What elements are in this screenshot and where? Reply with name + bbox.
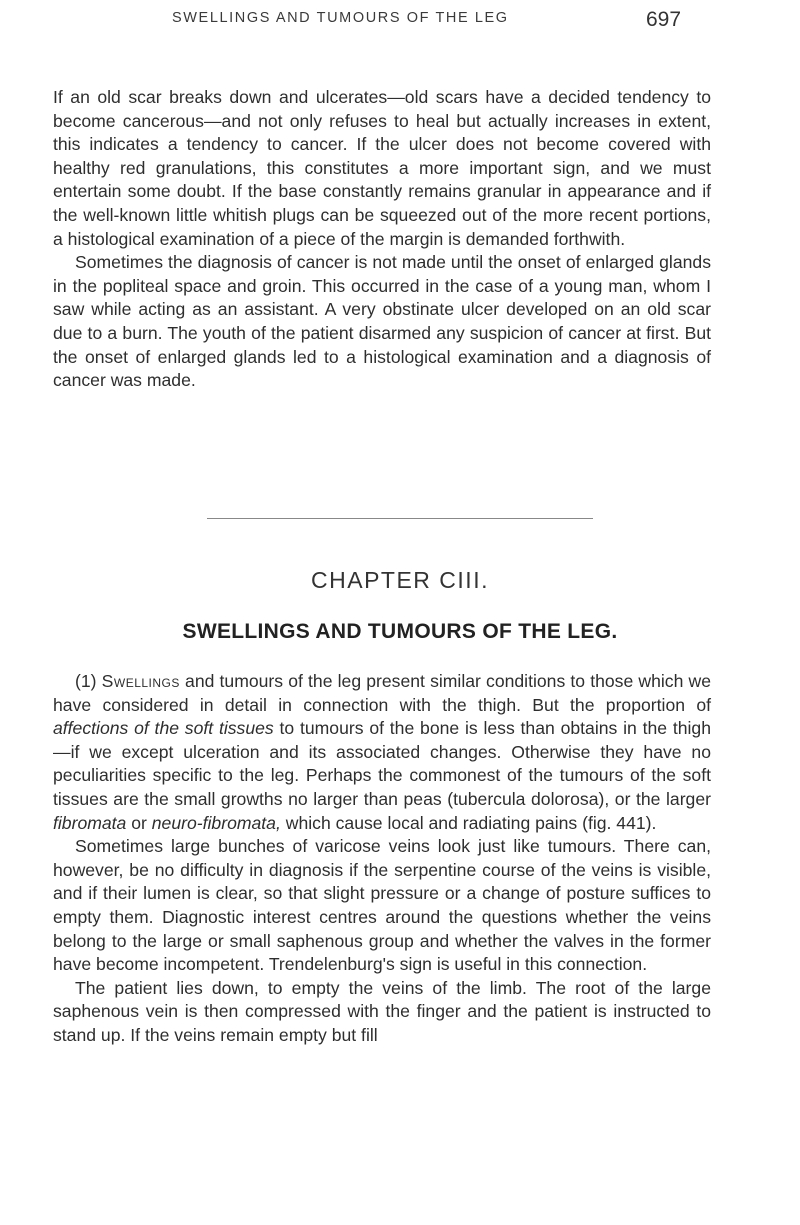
paragraph-text: or — [126, 812, 152, 833]
chapter-number: CHAPTER CIII. — [311, 567, 489, 593]
text-block-main — [53, 670, 711, 1048]
paragraph — [53, 670, 711, 835]
paragraph: If an old scar breaks down and ulcerates—old scars have a decided tendency to become cancerous—and not only refuses to heal but actually increases in extent, this indicates a tendency to cancer. If the ulcer does not become covered with healthy red granulations, this constitutes a more important sign, and we must entertain some doubt. If the base constantly remains granular in appearance and if the well-known little whitish plugs can be squeezed out of the more recent portions, a histological examination of a piece of the margin is demanded forthwith. — [53, 87, 711, 249]
running-head: SWELLINGS AND TUMOURS OF THE LEG — [172, 10, 509, 26]
paragraph-text: which cause local and radiating pains (fig. 441). — [280, 812, 657, 833]
chapter-title: SWELLINGS AND TUMOURS OF THE LEG. — [182, 620, 618, 643]
paragraph-number: (1) — [75, 671, 102, 691]
text-block-top — [53, 86, 711, 393]
paragraph: The patient lies down, to empty the veins of the limb. The root of the large saphenous vein is then compressed with the finger and the patient is instructed to stand up. If the veins remain empty but fill — [53, 977, 711, 1045]
paragraph: Sometimes the diagnosis of cancer is not made until the onset of enlarged glands in the popliteal space and groin. This occurred in the case of a young man, whom I saw while acting as an assistant. A very obstinate ulcer developed on an old scar due to a burn. The youth of the patient disarmed any suspicion of cancer at first. But the onset of enlarged glands led to a histological examination and a diagnosis of cancer was made. — [53, 252, 711, 391]
paragraph-text: to tumours of the bone is less than obtains in the thigh—if we except ulceration and its associated changes. Otherwise they have no peculiarities specific to the leg. Perhaps the commonest of the tumours of the soft tissues are the small growths no larger than peas (tubercula dolorosa), or the larger — [53, 718, 711, 809]
section-divider — [207, 518, 593, 519]
lead-word: Swellings — [101, 671, 180, 691]
emphasis: fibromata — [53, 812, 127, 833]
emphasis: neuro-fibromata, — [151, 812, 281, 833]
emphasis: affections of the soft tissues — [53, 718, 274, 739]
paragraph: Sometimes large bunches of varicose veins look just like tumours. There can, however, be no difficulty in diagnosis if the serpentine course of the veins is visible, and if their lumen is clear, so that slight pressure or a change of posture suffices to empty them. Diagnostic interest centres around the questions whether the veins belong to the large or small saphenous group and whether the valves in the former have become incompetent. Trendelenburg's sign is useful in this connection. — [53, 836, 711, 975]
paragraph-text: and tumours of the leg present similar conditions to those which we have considered in detail in connection with the thigh. But the proportion of — [53, 671, 711, 715]
page-number: 697 — [646, 8, 682, 31]
